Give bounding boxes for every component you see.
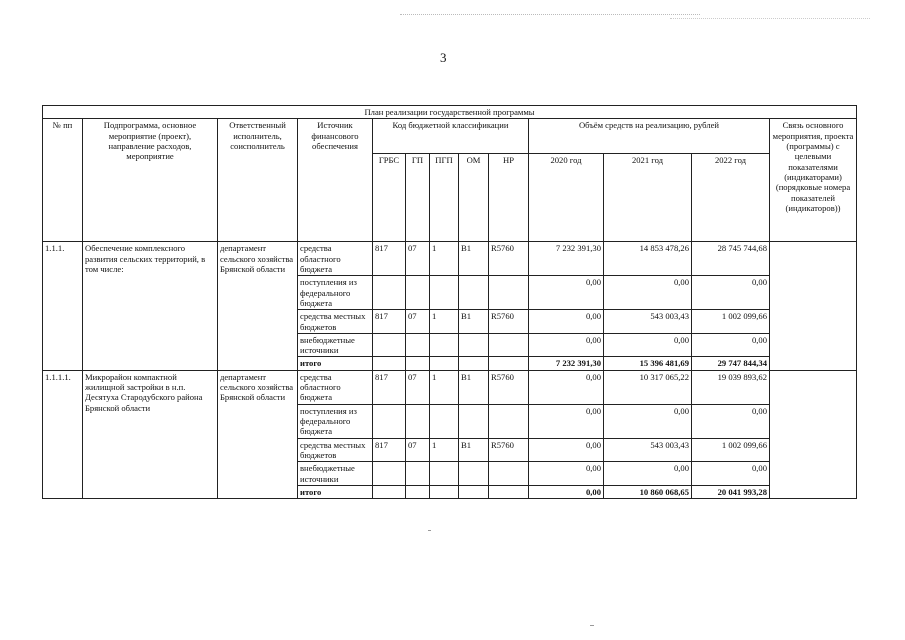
gp-cell: 07 (406, 310, 430, 334)
header-2022: 2022 год (692, 154, 770, 242)
header-gp: ГП (406, 154, 430, 242)
value-2022: 0,00 (692, 462, 770, 486)
grbs-cell (373, 276, 406, 310)
header-link: Связь основного мероприятия, проекта (программы) с целевыми показателями (индикаторами) (порядковые номера показателей (индикаторов)) (770, 119, 857, 242)
table-row (43, 242, 857, 276)
om-cell (459, 462, 489, 486)
grbs-cell (373, 462, 406, 486)
value-2020: 0,00 (529, 276, 604, 310)
value-2022: 0,00 (692, 276, 770, 310)
value-2021: 543 003,43 (604, 310, 692, 334)
np-cell (489, 333, 529, 357)
total-label: итого (298, 357, 373, 370)
total-2021: 10 860 068,65 (604, 485, 692, 498)
np-cell (489, 276, 529, 310)
pgp-cell: 1 (430, 310, 459, 334)
source-cell: средства областного бюджета (298, 370, 373, 404)
pgp-cell: 1 (430, 438, 459, 462)
value-2021: 0,00 (604, 276, 692, 310)
value-2021: 10 317 065,22 (604, 370, 692, 404)
scan-artifact (590, 625, 594, 626)
value-2020: 0,00 (529, 370, 604, 404)
pgp-cell: 1 (430, 242, 459, 276)
om-cell: В1 (459, 370, 489, 404)
value-2021: 543 003,43 (604, 438, 692, 462)
source-cell: внебюджетные источники (298, 333, 373, 357)
header-sources: Источник финансового обеспечения (298, 119, 373, 242)
value-2022: 0,00 (692, 333, 770, 357)
source-cell: средства областного бюджета (298, 242, 373, 276)
group-num: 1.1.1. (43, 242, 83, 370)
grbs-cell (373, 333, 406, 357)
total-2020: 0,00 (529, 485, 604, 498)
value-2022: 1 002 099,66 (692, 310, 770, 334)
np-cell: R5760 (489, 310, 529, 334)
header-grbs: ГРБС (373, 154, 406, 242)
om-cell: В1 (459, 438, 489, 462)
header-2020: 2020 год (529, 154, 604, 242)
value-2021: 0,00 (604, 404, 692, 438)
np-cell: R5760 (489, 242, 529, 276)
np-cell: R5760 (489, 438, 529, 462)
total-2022: 20 041 993,28 (692, 485, 770, 498)
gp-cell (406, 462, 430, 486)
empty-cell (459, 485, 489, 498)
gp-cell (406, 333, 430, 357)
empty-cell (373, 485, 406, 498)
table-row (43, 370, 857, 404)
pgp-cell (430, 462, 459, 486)
header-subprogram: Подпрограмма, основное мероприятие (проект), направление расходов, мероприятие (83, 119, 218, 242)
header-kbk: Код бюджетной классификации (373, 119, 529, 154)
om-cell (459, 276, 489, 310)
source-cell: поступления из федерального бюджета (298, 276, 373, 310)
empty-cell (489, 485, 529, 498)
header-2021: 2021 год (604, 154, 692, 242)
om-cell (459, 404, 489, 438)
value-2020: 0,00 (529, 310, 604, 334)
total-2020: 7 232 391,30 (529, 357, 604, 370)
total-2022: 29 747 844,34 (692, 357, 770, 370)
scan-artifact (400, 14, 700, 15)
empty-cell (459, 357, 489, 370)
group-executor: департамент сельского хозяйства Брянской области (218, 242, 298, 370)
empty-cell (489, 357, 529, 370)
header-volume: Объём средств на реализацию, рублей (529, 119, 770, 154)
empty-cell (406, 357, 430, 370)
np-cell (489, 404, 529, 438)
om-cell: В1 (459, 310, 489, 334)
program-plan-table (42, 105, 857, 499)
value-2022: 28 745 744,68 (692, 242, 770, 276)
source-cell: поступления из федерального бюджета (298, 404, 373, 438)
gp-cell (406, 276, 430, 310)
empty-cell (430, 357, 459, 370)
total-label: итого (298, 485, 373, 498)
scan-artifact (670, 18, 870, 19)
pgp-cell (430, 404, 459, 438)
np-cell (489, 462, 529, 486)
om-cell (459, 333, 489, 357)
value-2021: 0,00 (604, 333, 692, 357)
gp-cell: 07 (406, 438, 430, 462)
value-2020: 0,00 (529, 404, 604, 438)
value-2020: 0,00 (529, 438, 604, 462)
header-row (43, 119, 857, 154)
np-cell: R5760 (489, 370, 529, 404)
gp-cell: 07 (406, 370, 430, 404)
header-executor: Ответственный исполнитель, соисполнитель (218, 119, 298, 242)
grbs-cell: 817 (373, 370, 406, 404)
grbs-cell: 817 (373, 242, 406, 276)
value-2020: 7 232 391,30 (529, 242, 604, 276)
value-2022: 19 039 893,62 (692, 370, 770, 404)
table-title: План реализации государственной программы (43, 106, 857, 119)
group-name: Обеспечение комплексного развития сельских территорий, в том числе: (83, 242, 218, 370)
pgp-cell (430, 333, 459, 357)
total-2021: 15 396 481,69 (604, 357, 692, 370)
grbs-cell: 817 (373, 310, 406, 334)
grbs-cell: 817 (373, 438, 406, 462)
value-2021: 0,00 (604, 462, 692, 486)
grbs-cell (373, 404, 406, 438)
group-executor: департамент сельского хозяйства Брянской области (218, 370, 298, 498)
om-cell: В1 (459, 242, 489, 276)
gp-cell (406, 404, 430, 438)
source-cell: средства местных бюджетов (298, 438, 373, 462)
value-2022: 0,00 (692, 404, 770, 438)
header-pgp: ПГП (430, 154, 459, 242)
empty-cell (406, 485, 430, 498)
empty-cell (430, 485, 459, 498)
source-cell: средства местных бюджетов (298, 310, 373, 334)
gp-cell: 07 (406, 242, 430, 276)
scan-artifact (428, 530, 431, 531)
header-om: ОМ (459, 154, 489, 242)
source-cell: внебюджетные источники (298, 462, 373, 486)
group-num: 1.1.1.1. (43, 370, 83, 498)
empty-cell (373, 357, 406, 370)
link-cell (770, 242, 857, 370)
header-np: НР (489, 154, 529, 242)
value-2020: 0,00 (529, 462, 604, 486)
header-num: № пп (43, 119, 83, 242)
value-2021: 14 853 478,26 (604, 242, 692, 276)
group-name: Микрорайон компактной жилищной застройки в н.п. Десятуха Стародубского района Брянской области (83, 370, 218, 498)
value-2022: 1 002 099,66 (692, 438, 770, 462)
page-number: 3 (440, 50, 447, 65)
table-title-row (43, 106, 857, 119)
link-cell (770, 370, 857, 498)
value-2020: 0,00 (529, 333, 604, 357)
pgp-cell: 1 (430, 370, 459, 404)
pgp-cell (430, 276, 459, 310)
